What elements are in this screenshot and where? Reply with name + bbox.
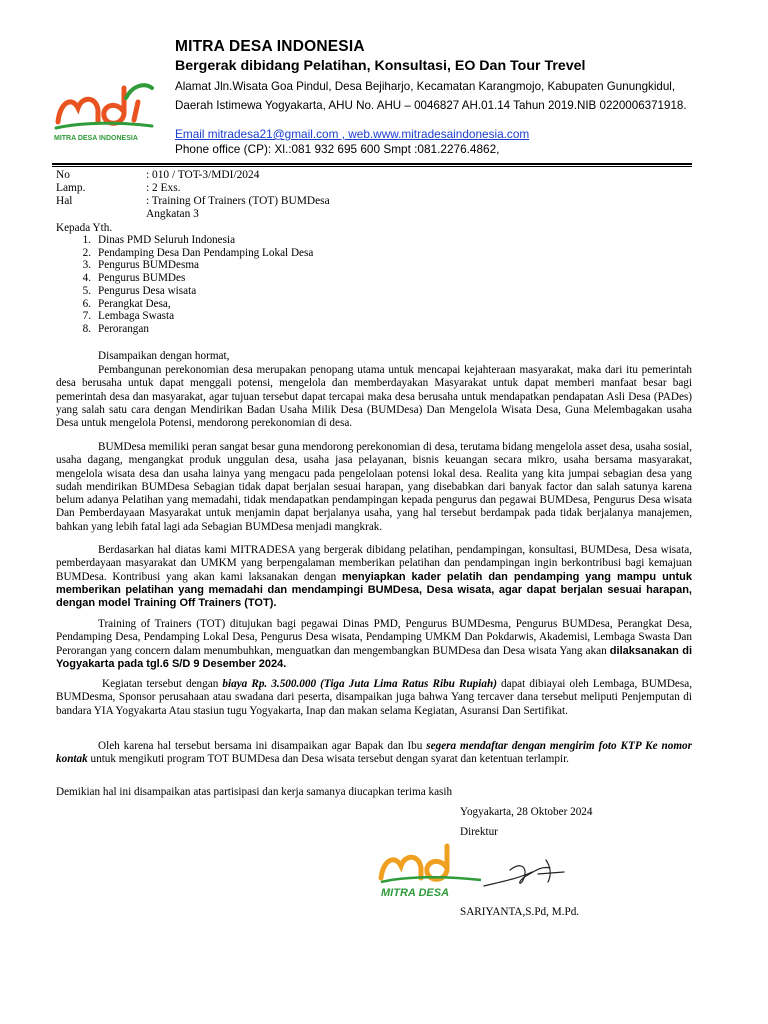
recipient-label: Pengurus BUMDesma xyxy=(98,259,199,272)
no-label: No xyxy=(56,169,70,181)
paragraph-5-text-b: dapat dibiayai oleh Lembaga, BUMDesa, BUMDesma, Sponsor perusahaan atau swadana dari peserta, disampaikan juga bahwa Yang tercaver dana tersebut meliputi Penjemputan di bandara YIA Yogyakarta Atau stasiun tugu Yogyakarta, Inap dan makan selama Kegiatan, Asuransi Dan Sertifikat. xyxy=(56,678,693,717)
recipient-number: 5. xyxy=(82,284,91,297)
recipient-label: Perorangan xyxy=(98,322,149,335)
recipient-label: Perangkat Desa, xyxy=(98,297,171,310)
org-address: Alamat Jln.Wisata Goa Pindul, Desa Bejiharjo, Kecamatan Karangmojo, Kabupaten Gunungkidul, Daerah Istimewa Yogyakarta, AHU No. AHU – 0046827 AH.01.14 Tahun 2019.NIB 0220006371918. xyxy=(175,80,687,112)
lamp-label: Lamp. xyxy=(56,182,86,194)
closing: Demikian hal ini disampaikan atas partisipasi dan kerja samanya diucapkan terima kasih xyxy=(56,786,453,798)
recipient-number: 4. xyxy=(82,272,91,285)
letter-meta xyxy=(56,169,456,219)
recipient-number: 6. xyxy=(82,297,91,310)
no-value: : 010 / TOT-3/MDI/2024 xyxy=(146,169,260,181)
recipient-item xyxy=(77,247,477,260)
recipient-item xyxy=(77,310,477,323)
paragraph-3-text: Berdasarkan hal diatas kami MITRADESA yang bergerak dibidang pelatihan, pendampingan, konsultasi, BUMDesa, Desa wisata, pemberdayaan masyarakat dan UMKM yang berpengalaman memberikan pelatihan dan pendampingan ingin berkontribusi bagi kemajuan BUMDesa. Kontribusi yang akan kami laksanakan dengan xyxy=(56,544,692,583)
recipient-number: 3. xyxy=(82,259,91,272)
paragraph-3 xyxy=(56,544,692,610)
paragraph-5 xyxy=(56,678,692,718)
paragraph-1: Pembangunan perekonomian desa merupakan penopang utama untuk mencapai kejahteraan masyarakat, maka dari itu pemerintah desa berusaha untuk dapat menggali potensi, mengelola dan memberdayakan Masyarakat untuk dapat memberi manfaat besar bagi pemerintah desa dan masyarakat, agar tujuan tersebut dapat tercapai maka desa berusaha untuk mendapatkan pendapatan Asli Desa (PADes) yang salah satu cara dengan Mendirikan Badan Usaha Milik Desa (BUMDesa) Dan Mengelola Wisata Desa, Guna Melembagakan usaha Desa untuk mengelola Potensi, mendorong perekonomian di desa. xyxy=(56,364,692,430)
greeting: Disampaikan dengan hormat, xyxy=(98,350,230,362)
recipient-item xyxy=(77,272,477,285)
org-name: MITRA DESA INDONESIA xyxy=(175,38,365,55)
recipient-item xyxy=(77,323,477,336)
paragraph-4 xyxy=(56,618,692,671)
recipient-label: Pendamping Desa Dan Pendamping Lokal Desa xyxy=(98,246,314,259)
hal-value-line2: Angkatan 3 xyxy=(146,208,199,220)
header-divider xyxy=(52,163,692,165)
paragraph-4-text: Training of Trainers (TOT) ditujukan bagi pegawai Dinas PMD, Pengurus BUMDesma, Pengurus BUMDesa, Perangkat Desa, Pendamping Desa, Pendamping Lokal Desa, Pengurus Desa wisata, Pendamping UMKM Dan Pokdarwis, Akademisi, Lembaga Swasta Dan Perorangan yang concern dalam menumbuhkan, menguatkan dan mengembangkan BUMDesa dan Desa wisata Yang akan xyxy=(56,618,692,657)
recipients-heading: Kepada Yth. xyxy=(56,222,113,234)
recipient-list xyxy=(77,234,477,344)
recipient-number: 7. xyxy=(82,310,91,323)
paragraph-6 xyxy=(56,740,692,767)
place-date: Yogyakarta, 28 Oktober 2024 xyxy=(460,806,593,818)
org-tagline: Bergerak dibidang Pelatihan, Konsultasi, EO Dan Tour Trevel xyxy=(175,58,586,74)
stamp-logo xyxy=(377,842,487,902)
recipient-item xyxy=(77,234,477,247)
recipient-number: 2. xyxy=(82,246,91,259)
paragraph-6-text-b: untuk mengikuti program TOT BUMDesa dan Desa wisata tersebut dengan syarat dan ketentuan terlampir. xyxy=(90,753,569,766)
recipient-label: Pengurus BUMDes xyxy=(98,272,186,285)
paragraph-5-cost: biaya Rp. 3.500.000 (Tiga Juta Lima Ratus Ribu Rupiah) xyxy=(222,678,497,690)
recipient-item xyxy=(77,298,477,311)
header-divider-thin xyxy=(52,166,692,167)
paragraph-6-emphasis: segera mendaftar dengan mengirim foto KTP Ke nomor kontak xyxy=(56,740,692,766)
contact-phone: Phone office (CP): Xl.:081 932 695 600 Smpt :081.2276.4862, xyxy=(175,142,500,156)
lamp-value: : 2 Exs. xyxy=(146,182,181,194)
handwritten-signature xyxy=(480,852,570,897)
signer-name: SARIYANTA,S.Pd, M.Pd. xyxy=(460,906,580,918)
recipient-number: 1. xyxy=(82,234,91,246)
hal-value: : Training Of Trainers (TOT) BUMDesa xyxy=(146,195,330,207)
hal-label: Hal xyxy=(56,195,73,207)
recipient-label: Lembaga Swasta xyxy=(98,310,175,323)
stamp-caption: MITRA DESA xyxy=(381,887,450,899)
mdi-logo xyxy=(52,82,162,146)
paragraph-3-bold: menyiapkan kader pelatih dan pendamping yang mampu untuk memberikan pelatihan yang memadahi dan mendampingi BUMDesa, Desa wisata, agar dapat berjalan sesuai harapan, dengan model Training Off Trainers (TOT). xyxy=(56,570,693,610)
recipient-label: Dinas PMD Seluruh Indonesia xyxy=(98,234,236,246)
signer-title: Direktur xyxy=(460,826,498,838)
recipient-item xyxy=(77,259,477,272)
logo-caption: MITRA DESA INDONESIA xyxy=(54,135,138,142)
recipient-number: 8. xyxy=(82,322,91,335)
contact-email-link[interactable]: Email mitradesa21@gmail.com , web.www.mitradesaindonesia.com xyxy=(175,127,530,141)
recipient-item xyxy=(77,285,477,298)
paragraph-4-bold: dilaksanakan di Yogyakarta pada tgl.6 S/D 9 Desember 2024. xyxy=(56,644,693,670)
paragraph-2: BUMDesa memiliki peran sangat besar guna mendorong perekonomian di desa, terutama bidang mengelola asset desa, usaha sosial, usaha dagang, mengangkat produk unggulan desa, usaha jasa pelayanan, bisnis keuangan secara mikro, usaha bersama masyarakat, mengelola wisata desa dan usaha lainya yang mengacu pada pengelolaan potensi lokal desa. Realita yang kita jumpai sebagian desa yang sudah mendirikan BUMDesa Sebagian tidak dapat berjalan sesuai harapan, yang disebabkan dari banyak factor dan salah satunya karena belum adanya Pelatihan yang memadahi, tidak mendapatkan pendampingan kepada pengurus dan pegawai BUMDesa, Pengurus Desa wisata Dan Pemberdayaan Masyarakat untuk menjamin dapat berjalanya usaha, yang hal tersebut berdampak pada tidak berjalanya manajemen, bahkan yang lebih fatal lagi ada Sebagian BUMDesa menjadi mangkrak. xyxy=(56,441,692,533)
paragraph-6-text-a: Oleh karena hal tersebut bersama ini disampaikan agar Bapak dan Ibu xyxy=(98,740,423,752)
recipient-label: Pengurus Desa wisata xyxy=(98,284,197,297)
paragraph-5-text-a: Kegiatan tersebut dengan xyxy=(102,678,219,690)
